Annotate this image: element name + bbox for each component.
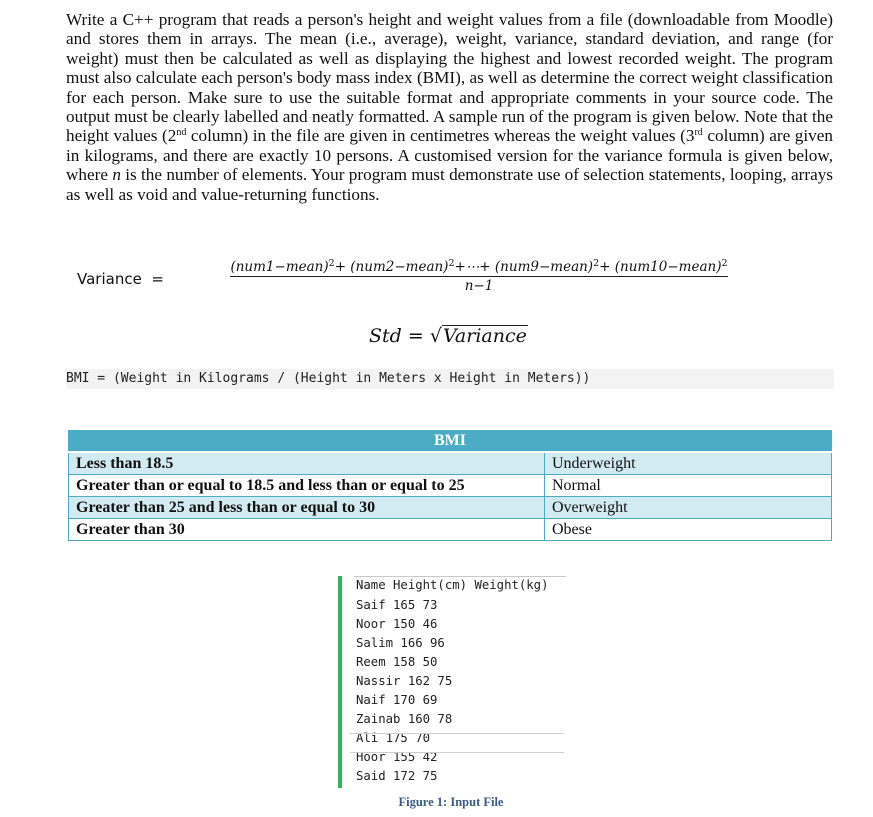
variance-numerator: (num1−mean)$^2$+ (num2−mean)$^2$+⋯+ (num9−mean)$^2$+ (num10−mean)$^2$ [230, 258, 728, 275]
figure-caption: Figure 1: Input File [398, 795, 504, 809]
bmi-category: Underweight [545, 452, 832, 475]
variance-fraction [177, 258, 781, 294]
assignment-paragraph [66, 10, 833, 204]
file-line: Ali 175 70 [356, 731, 431, 745]
bmi-condition: Greater than or equal to 18.5 and less than or equal to 25 [69, 475, 545, 497]
bmi-condition: Greater than 25 and less than or equal to 30 [69, 497, 545, 519]
std-label: Std [369, 325, 402, 347]
bmi-condition: Greater than 30 [69, 519, 545, 541]
bmi-category: Obese [545, 519, 832, 541]
file-line: Said 172 75 [356, 769, 438, 783]
input-file-listing [338, 576, 568, 788]
table-row [69, 497, 832, 519]
variance-label: Variance = [77, 270, 164, 288]
std-equals: = [401, 325, 430, 347]
table-row [69, 519, 832, 541]
file-line: Nassir 162 75 [356, 674, 453, 688]
file-line: Zainab 160 78 [356, 712, 453, 726]
table-row [69, 475, 832, 497]
file-line: Hoor 155 42 [356, 750, 438, 764]
bmi-classification-table [68, 430, 832, 541]
assignment-text-4: is the number of elements. Your program must demonstrate use of selection statements, looping, arrays as well as void and value-returning functions. [66, 165, 833, 204]
file-line: Saif 165 73 [356, 598, 438, 612]
file-line: Salim 166 96 [356, 636, 445, 650]
sqrt-argument: Variance [442, 325, 527, 347]
table-row [69, 452, 832, 475]
selected-line-highlight [350, 733, 564, 753]
assignment-text-2: column) in the file are given in centimetres whereas the weight values (3 [186, 126, 695, 146]
bmi-category: Overweight [545, 497, 832, 519]
file-header-line: Name Height(cm) Weight(kg) [356, 578, 549, 592]
file-line: Noor 150 46 [356, 617, 438, 631]
file-line: Reem 158 50 [356, 655, 438, 669]
sqrt-symbol: √ [429, 325, 442, 347]
superscript-nd: nd [176, 127, 187, 139]
bmi-category: Normal [545, 475, 832, 497]
bmi-condition: Less than 18.5 [69, 452, 545, 475]
file-line: Naif 170 69 [356, 693, 438, 707]
bmi-formula-code: BMI = (Weight in Kilograms / (Height in Meters x Height in Meters)) [66, 369, 834, 389]
variable-n: n [112, 165, 121, 185]
table-header-bmi: BMI [69, 431, 832, 453]
std-formula [369, 325, 528, 347]
equals-sign: = [151, 270, 164, 288]
variance-denominator: n−1 [464, 278, 494, 294]
assignment-text-1: Write a C++ program that reads a person's height and weight values from a file (downloadable from Moodle) and stores them in arrays. The mean (i.e., average), weight, variance, standard deviation, and range (for weight) must then be calculated as well as displaying the highest and lowest recorded weight. The program must also calculate each person's body mass index (BMI), as well as determine the correct weight classification for each person. Make sure to use the suitable format and appropriate comments in your source code. The output must be clearly labelled and neatly formatted. A sample run of the program is given below. Note that the height values (2 [66, 10, 833, 146]
superscript-rd: rd [694, 127, 703, 139]
assignment-text-3: column) are given in kilograms, and there are exactly 10 persons. A customised version for the variance formula is given below, where [66, 126, 833, 185]
table-header-row [69, 431, 832, 453]
